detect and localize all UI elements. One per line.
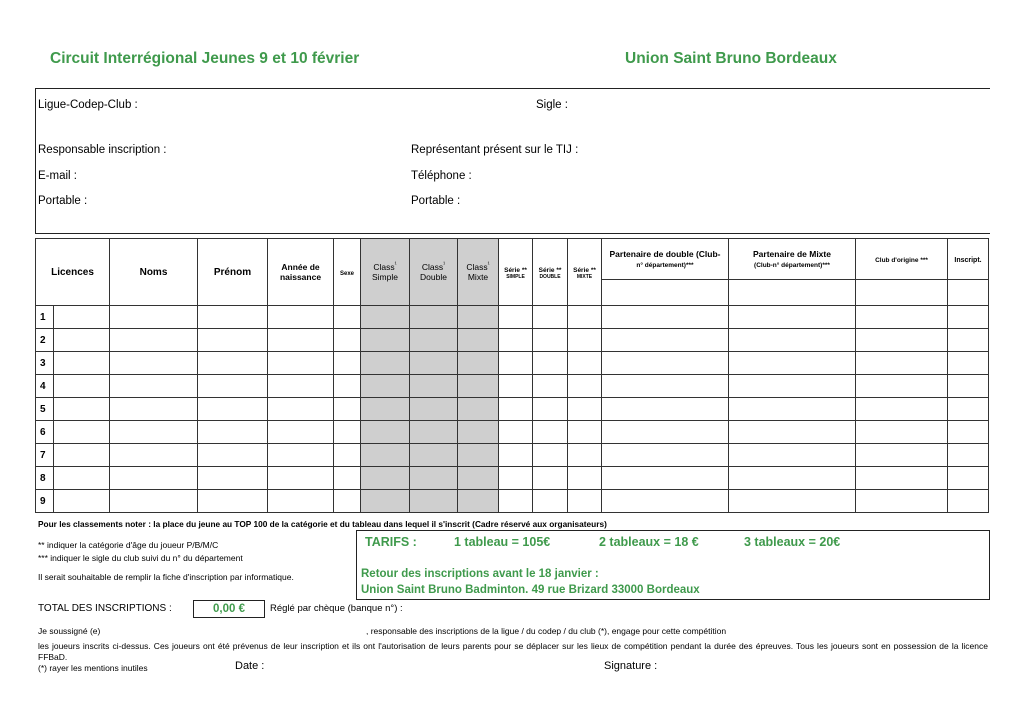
total-label: TOTAL DES INSCRIPTIONS : [38,603,172,614]
header-annee: Année de naissance [268,239,334,306]
entry-cell[interactable] [602,490,729,513]
entry-cell[interactable] [533,421,568,444]
entry-cell[interactable] [410,306,458,329]
entry-cell[interactable] [198,421,268,444]
table-row [36,467,989,490]
entry-cell[interactable] [268,329,334,352]
table-row [36,444,989,467]
entry-cell[interactable] [602,467,729,490]
entry-cell[interactable] [54,467,110,490]
cell [602,280,729,306]
entry-cell[interactable] [533,398,568,421]
reglement-label: Réglé par chèque (banque n°) : [270,603,403,614]
table-row [36,375,989,398]
entry-cell[interactable] [458,490,499,513]
entry-cell[interactable] [948,467,989,490]
entry-cell[interactable] [499,421,533,444]
entry-cell[interactable] [361,490,410,513]
entry-cell[interactable] [458,306,499,329]
entry-cell[interactable] [856,306,948,329]
host-club-title: Union Saint Bruno Bordeaux [625,50,837,67]
entry-cell[interactable] [110,352,198,375]
entry-cell[interactable] [198,444,268,467]
entry-cell[interactable] [568,306,602,329]
entry-cell[interactable] [948,375,989,398]
header-inscript: Inscript. [948,239,989,280]
row-number: 8 [36,467,54,490]
entry-cell[interactable] [268,398,334,421]
date-label: Date : [235,660,265,672]
entry-cell[interactable] [602,329,729,352]
entry-cell[interactable] [533,490,568,513]
signature-label: Signature : [604,660,658,672]
header-serie-double: Série ** DOUBLE [533,239,568,306]
entry-cell[interactable] [361,398,410,421]
representant-label: Représentant présent sur le TIJ : [411,144,579,156]
entry-cell[interactable] [110,467,198,490]
entry-cell[interactable] [729,421,856,444]
header-partenaire-double: Partenaire de double (Club- n° département)*** [602,239,729,280]
entry-cell[interactable] [334,490,361,513]
row-number: 1 [36,306,54,329]
header-serie-simple: Série ** SIMPLE [499,239,533,306]
entry-cell[interactable] [568,421,602,444]
entry-cell[interactable] [458,352,499,375]
entry-cell[interactable] [602,306,729,329]
table-row [36,398,989,421]
entry-cell[interactable] [198,490,268,513]
entry-cell[interactable] [856,398,948,421]
entry-cell[interactable] [533,329,568,352]
entry-cell[interactable] [410,398,458,421]
entry-cell[interactable] [533,375,568,398]
entry-cell[interactable] [334,329,361,352]
entry-cell[interactable] [499,444,533,467]
entry-cell[interactable] [410,467,458,490]
entry-cell[interactable] [198,398,268,421]
entry-cell[interactable] [54,306,110,329]
entry-cell[interactable] [334,306,361,329]
retour-inscriptions: Retour des inscriptions avant le 18 janvier : [361,568,599,580]
tarif-2: 2 tableaux = 18 € [599,535,699,549]
entry-cell[interactable] [533,306,568,329]
portable-label-right: Portable : [411,195,461,207]
row-number: 6 [36,421,54,444]
header-serie-mixte: Série ** MIXTE [568,239,602,306]
row-number: 3 [36,352,54,375]
entry-cell[interactable] [334,375,361,398]
entry-cell[interactable] [568,490,602,513]
entry-cell[interactable] [602,398,729,421]
entry-cell[interactable] [334,421,361,444]
row-number: 5 [36,398,54,421]
entry-cell[interactable] [729,398,856,421]
entry-cell[interactable] [499,352,533,375]
table-row [36,329,989,352]
ligue-label: Ligue-Codep-Club : [38,99,138,111]
entry-cell[interactable] [198,467,268,490]
entry-cell[interactable] [361,467,410,490]
entry-cell[interactable] [410,421,458,444]
entry-cell[interactable] [268,352,334,375]
entry-cell[interactable] [458,375,499,398]
entry-cell[interactable] [533,444,568,467]
entry-cell[interactable] [499,306,533,329]
registration-table [35,238,989,513]
header-partenaire-mixte: Partenaire de Mixte (Club-n° département)*** [729,239,856,280]
entry-cell[interactable] [110,306,198,329]
entry-cell[interactable] [268,375,334,398]
tarifs-label: TARIFS : [365,535,417,549]
cell [948,280,989,306]
club-info-box [35,88,990,234]
email-label: E-mail : [38,170,77,182]
entry-cell[interactable] [856,421,948,444]
entry-cell[interactable] [602,421,729,444]
entry-cell[interactable] [568,375,602,398]
entry-cell[interactable] [458,444,499,467]
entry-cell[interactable] [856,375,948,398]
table-row [36,306,989,329]
entry-cell[interactable] [410,352,458,375]
entry-cell[interactable] [568,398,602,421]
entry-cell[interactable] [948,329,989,352]
entry-cell[interactable] [361,444,410,467]
entry-cell[interactable] [458,329,499,352]
entry-cell[interactable] [948,398,989,421]
entry-cell[interactable] [856,352,948,375]
note-informatique: Il serait souhaitable de remplir la fiche d'inscription par informatique. [38,572,294,582]
entry-cell[interactable] [268,467,334,490]
entry-cell[interactable] [948,490,989,513]
entry-cell[interactable] [54,490,110,513]
entry-cell[interactable] [533,352,568,375]
responsable-label: Responsable inscription : [38,144,167,156]
entry-cell[interactable] [729,490,856,513]
entry-cell[interactable] [856,490,948,513]
entry-cell[interactable] [334,398,361,421]
entry-cell[interactable] [334,444,361,467]
tarif-1: 1 tableau = 105€ [454,535,551,549]
entry-cell[interactable] [602,352,729,375]
table-row [36,421,989,444]
joueurs-text: les joueurs inscrits ci-dessus. Ces joueurs ont été prévenus de leur inscription et ils ont l'autorisation de leurs parents pour se déplacer sur les lieux de compétition pendant la durée des épreuves. Tous les joueurs sont en possession de la licence FFBaD. [38,641,988,662]
soussigne-label: Je soussigné (e) [38,626,101,636]
entry-cell[interactable] [268,421,334,444]
entry-cell[interactable] [856,467,948,490]
entry-cell[interactable] [458,467,499,490]
entry-cell[interactable] [568,467,602,490]
responsable-text: , responsable des inscriptions de la ligue / du codep / du club (*), engage pour cette compétition [366,626,727,636]
entry-cell[interactable] [110,421,198,444]
entry-cell[interactable] [361,421,410,444]
total-value[interactable]: 0,00 € [193,600,265,618]
event-title: Circuit Interrégional Jeunes 9 et 10 février [50,50,360,67]
entry-cell[interactable] [54,375,110,398]
entry-cell[interactable] [54,398,110,421]
entry-cell[interactable] [410,375,458,398]
entry-cell[interactable] [499,329,533,352]
entry-cell[interactable] [410,444,458,467]
entry-cell[interactable] [198,306,268,329]
entry-cell[interactable] [568,352,602,375]
header-prenom: Prénom [198,239,268,306]
entry-cell[interactable] [54,352,110,375]
entry-cell[interactable] [361,352,410,375]
note-sigle: *** indiquer le sigle du club suivi du n° du département [38,553,243,563]
entry-cell[interactable] [410,329,458,352]
entry-cell[interactable] [110,398,198,421]
entry-cell[interactable] [334,467,361,490]
entry-cell[interactable] [729,306,856,329]
entry-cell[interactable] [110,490,198,513]
entry-cell[interactable] [602,444,729,467]
entry-cell[interactable] [729,444,856,467]
entry-cell[interactable] [499,490,533,513]
entry-cell[interactable] [54,444,110,467]
entry-cell[interactable] [948,352,989,375]
portable-label-left: Portable : [38,195,88,207]
cell [729,280,856,306]
entry-cell[interactable] [361,375,410,398]
entry-cell[interactable] [110,375,198,398]
entry-cell[interactable] [948,444,989,467]
header-class-simple: Class$^{^1}$ Simple [361,239,410,306]
entry-cell[interactable] [602,375,729,398]
entry-cell[interactable] [54,329,110,352]
header-club-origine: Club d'origine *** [856,239,948,280]
adresse-retour: Union Saint Bruno Badminton. 49 rue Brizard 33000 Bordeaux [361,584,700,596]
entry-cell[interactable] [568,329,602,352]
table-row [36,352,989,375]
entry-cell[interactable] [729,352,856,375]
entry-cell[interactable] [334,352,361,375]
entry-cell[interactable] [268,444,334,467]
telephone-label: Téléphone : [411,170,472,182]
cell [856,280,948,306]
entry-cell[interactable] [268,306,334,329]
header-class-mixte: Class$^{^1}$ Mixte [458,239,499,306]
entry-cell[interactable] [948,421,989,444]
entry-cell[interactable] [410,490,458,513]
entry-cell[interactable] [361,329,410,352]
entry-cell[interactable] [198,375,268,398]
entry-cell[interactable] [948,306,989,329]
entry-cell[interactable] [268,490,334,513]
table-row [36,490,989,513]
sigle-label: Sigle : [536,99,568,111]
row-number: 7 [36,444,54,467]
entry-cell[interactable] [499,398,533,421]
row-number: 2 [36,329,54,352]
entry-cell[interactable] [856,444,948,467]
entry-cell[interactable] [198,352,268,375]
entry-cell[interactable] [499,467,533,490]
header-class-double: Class$^{^1}$ Double [410,239,458,306]
rayer-mentions: (*) rayer les mentions inutiles [38,663,148,673]
entry-cell[interactable] [458,398,499,421]
entry-cell[interactable] [110,444,198,467]
note-categorie: ** indiquer la catégorie d'âge du joueur P/B/M/C [38,540,219,550]
entry-cell[interactable] [499,375,533,398]
entry-cell[interactable] [361,306,410,329]
row-number: 9 [36,490,54,513]
entry-cell[interactable] [729,329,856,352]
row-number: 4 [36,375,54,398]
tarif-3: 3 tableaux = 20€ [744,535,841,549]
header-licences: Licences [36,239,110,306]
header-sexe: Sexe [334,239,361,306]
classement-note: Pour les classements noter : la place du jeune au TOP 100 de la catégorie et du tableau dans lequel il s'inscrit (Cadre réservé aux organisateurs) [38,519,607,529]
tarifs-box [356,530,990,600]
entry-cell[interactable] [54,421,110,444]
entry-cell[interactable] [533,467,568,490]
entry-cell[interactable] [110,329,198,352]
entry-cell[interactable] [729,375,856,398]
entry-cell[interactable] [458,421,499,444]
entry-cell[interactable] [729,467,856,490]
entry-cell[interactable] [568,444,602,467]
header-noms: Noms [110,239,198,306]
entry-cell[interactable] [198,329,268,352]
entry-cell[interactable] [856,329,948,352]
